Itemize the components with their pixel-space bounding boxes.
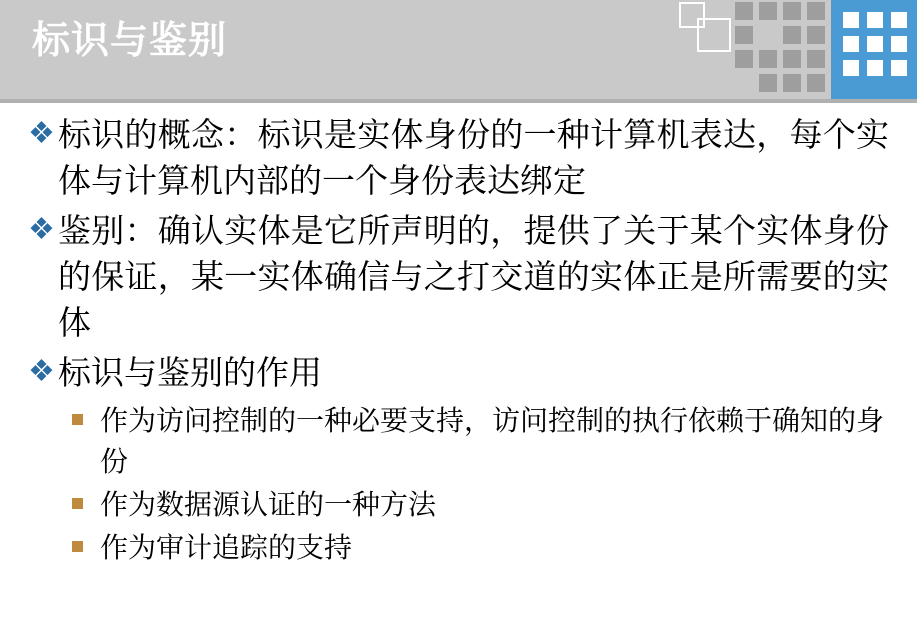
grid-square xyxy=(759,74,777,92)
header-divider xyxy=(0,99,917,103)
grid-square xyxy=(807,74,825,92)
grid-square xyxy=(891,36,907,52)
header-decoration xyxy=(657,0,917,99)
grid-square xyxy=(843,36,859,52)
outline-square-icon xyxy=(697,18,731,52)
sub-bullet-text: 作为数据源认证的一种方法 xyxy=(100,489,437,520)
grid-square xyxy=(807,50,825,68)
grid-square xyxy=(867,12,883,28)
page-title: 标识与鉴别 xyxy=(32,20,228,62)
diamond-bullet-icon: ❖ xyxy=(28,355,55,388)
square-bullet-icon xyxy=(72,484,100,509)
sub-bullet-item xyxy=(0,484,917,525)
sub-bullet-item xyxy=(0,527,917,568)
slide-header xyxy=(0,0,917,103)
grid-square xyxy=(783,74,801,92)
bullet-item xyxy=(0,112,917,204)
bullet-text: 鉴别：确认实体是它所声明的，提供了关于某个实体身份的保证，某一实体确信与之打交道的实体正是所需要的实体 xyxy=(58,212,889,341)
sub-bullet-text: 作为访问控制的一种必要支持，访问控制的执行依赖于确知的身份 xyxy=(100,405,885,477)
grid-square xyxy=(891,60,907,76)
diamond-bullet-icon: ❖ xyxy=(28,117,55,150)
grid-square xyxy=(759,2,777,20)
grid-square xyxy=(783,50,801,68)
grid-square xyxy=(807,2,825,20)
grid-square xyxy=(783,26,801,44)
grid-square xyxy=(759,50,777,68)
diamond-bullet-icon: ❖ xyxy=(28,213,55,246)
grid-square xyxy=(843,12,859,28)
grid-square xyxy=(735,26,753,44)
grid-square xyxy=(807,26,825,44)
square-bullet-icon xyxy=(72,527,100,552)
sub-bullet-item xyxy=(0,400,917,482)
grid-square xyxy=(867,36,883,52)
bullet-item xyxy=(0,350,917,396)
bullet-text: 标识与鉴别的作用 xyxy=(58,354,322,391)
bullet-text: 标识的概念：标识是实体身份的一种计算机表达，每个实体与计算机内部的一个身份表达绑定 xyxy=(58,116,889,199)
grid-square xyxy=(735,2,753,20)
grid-square xyxy=(867,60,883,76)
slide-body xyxy=(0,112,917,570)
grid-square xyxy=(735,50,753,68)
grid-square xyxy=(843,60,859,76)
square-bullet-icon xyxy=(72,400,100,425)
sub-bullet-text: 作为审计追踪的支持 xyxy=(100,532,353,563)
bullet-item xyxy=(0,208,917,346)
grid-square xyxy=(783,2,801,20)
grid-square xyxy=(891,12,907,28)
